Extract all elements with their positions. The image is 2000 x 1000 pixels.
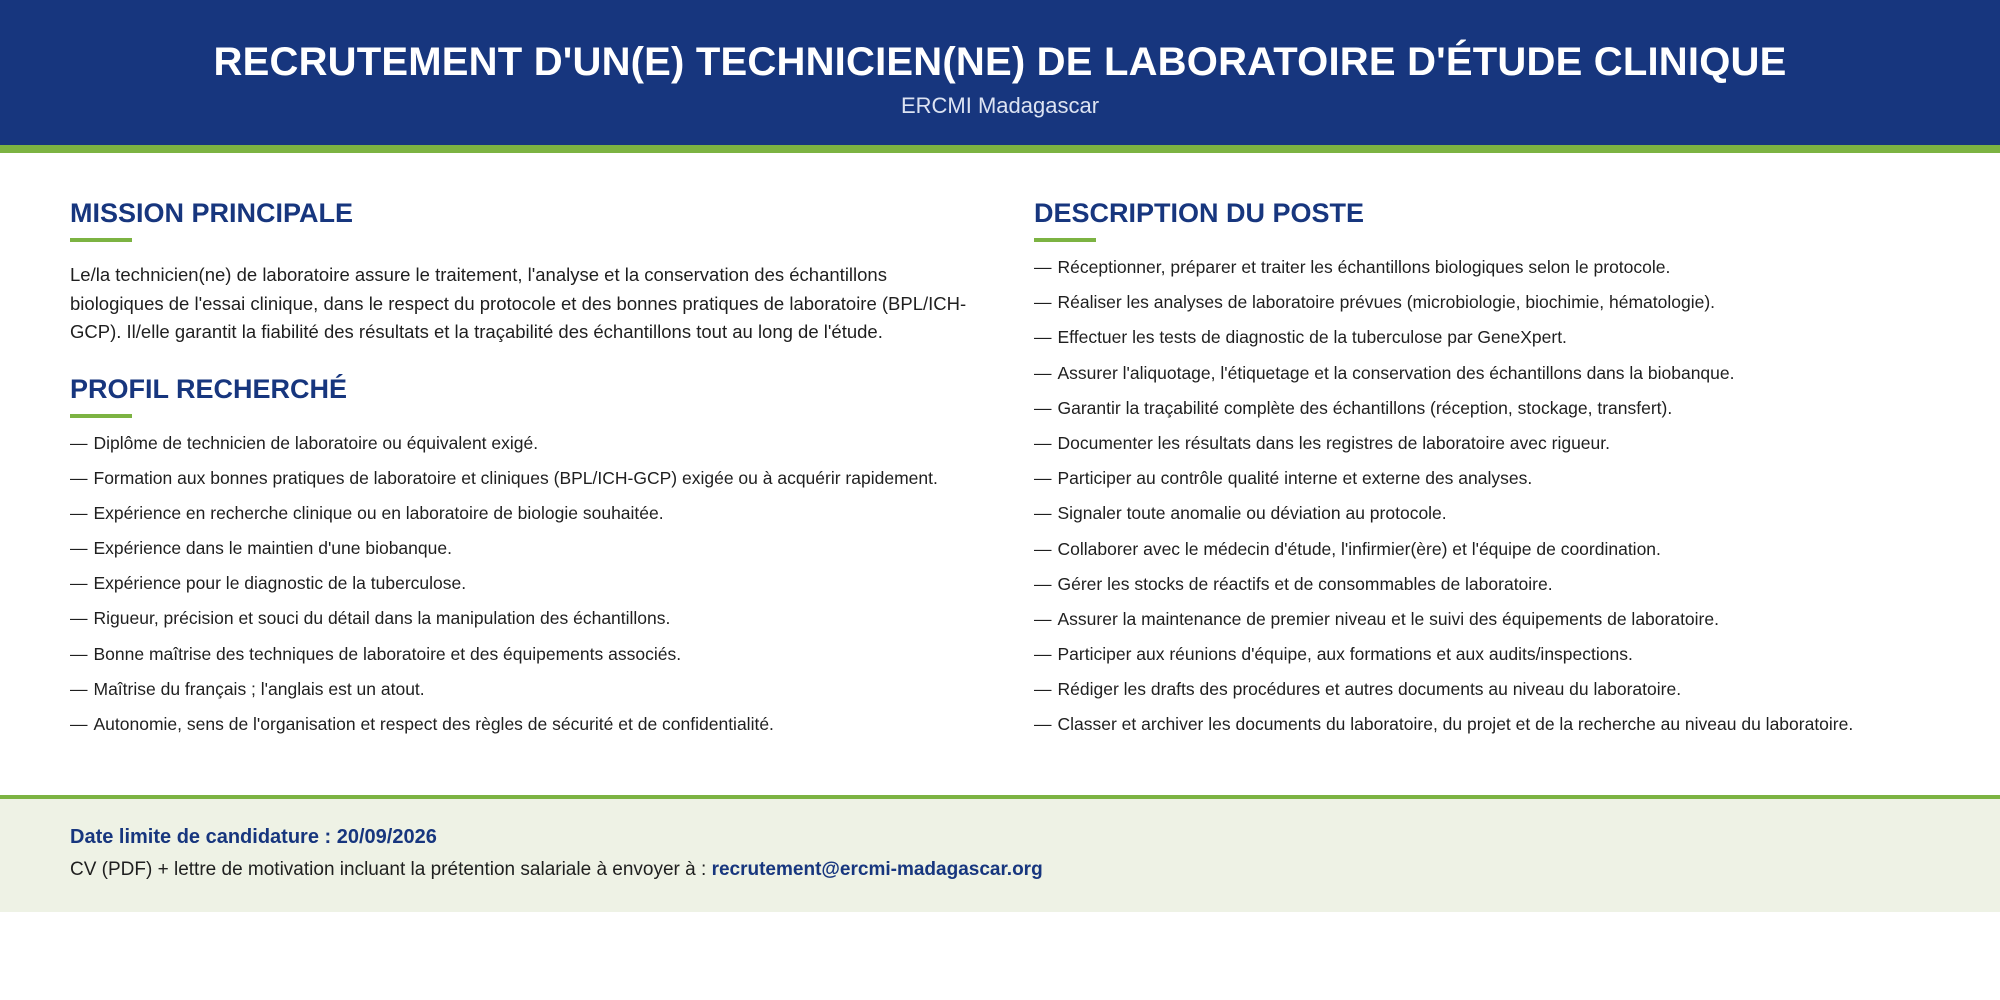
list-item-text: Documenter les résultats dans les registres de laboratoire avec rigueur. [1057,432,1610,453]
description-section [1034,197,1930,735]
dash-bullet: — [70,678,88,699]
list-item [70,433,1034,454]
list-item [1034,257,1930,278]
dash-bullet: — [1034,432,1052,453]
profil-section [70,373,1034,736]
application-footer [0,795,2000,912]
application-text: CV (PDF) + lettre de motivation incluant la prétention salariale à envoyer à : [70,859,712,880]
list-item [1034,503,1930,524]
organization-name: ERCMI Madagascar [900,93,1100,118]
list-item-text: Rigueur, précision et souci du détail dans la manipulation des échantillons. [93,608,671,629]
dash-bullet: — [1034,468,1052,489]
list-item [70,573,1034,594]
list-item-text: Gérer les stocks de réactifs et de consommables de laboratoire. [1057,573,1553,594]
dash-bullet: — [70,538,88,559]
list-item-text: Collaborer avec le médecin d'étude, l'infirmier(ère) et l'équipe de coordination. [1057,538,1661,559]
dash-bullet: — [1034,397,1052,418]
list-item-text: Assurer la maintenance de premier niveau et le suivi des équipements de laboratoire. [1057,608,1719,629]
description-title: DESCRIPTION DU POSTE [1034,198,1365,228]
right-column [1034,197,1930,795]
list-item-text: Expérience en recherche clinique ou en laboratoire de biologie souhaitée. [93,502,664,523]
list-item-text: Expérience dans le maintien d'une biobanque. [93,538,452,559]
list-item-text: Participer aux réunions d'équipe, aux formations et aux audits/inspections. [1057,644,1633,665]
list-item [1034,327,1930,348]
list-item [1034,292,1930,313]
dash-bullet: — [70,432,88,453]
title-underline [1034,238,1096,242]
list-item [1034,679,1930,700]
list-item [1034,363,1930,384]
list-item [70,538,1034,559]
list-item [70,608,1034,629]
list-item [1034,468,1930,489]
dash-bullet: — [1034,257,1052,277]
list-item-text: Expérience pour le diagnostic de la tuberculose. [93,573,467,594]
profil-title: PROFIL RECHERCHÉ [70,373,348,404]
list-item-text: Maîtrise du français ; l'anglais est un atout. [93,678,425,699]
list-item-text: Formation aux bonnes pratiques de laboratoire et cliniques (BPL/ICH-GCP) exigée ou à acquérir rapidement. [93,467,938,488]
dash-bullet: — [70,502,88,523]
dash-bullet: — [70,608,88,629]
list-item-text: Signaler toute anomalie ou déviation au protocole. [1057,503,1447,524]
list-item-text: Garantir la traçabilité complète des échantillons (réception, stockage, transfert). [1057,397,1673,418]
dash-bullet: — [1034,362,1052,383]
list-item-text: Rédiger les drafts des procédures et autres documents au niveau du laboratoire. [1057,679,1682,700]
mission-section [70,197,1034,347]
dash-bullet: — [1034,292,1052,313]
list-item-text: Classer et archiver les documents du laboratoire, du projet et de la recherche au niveau du laboratoire. [1057,714,1854,735]
dash-bullet: — [70,573,88,594]
list-item-text: Effectuer les tests de diagnostic de la tuberculose par GeneXpert. [1057,327,1567,348]
application-deadline: Date limite de candidature : 20/09/2026 [70,826,437,848]
list-item-text: Assurer l'aliquotage, l'étiquetage et la conservation des échantillons dans la biobanque. [1057,362,1735,383]
dash-bullet: — [70,467,88,488]
contact-email-link[interactable]: recrutement@ercmi-madagascar.org [711,859,1043,880]
dash-bullet: — [1034,538,1052,559]
application-instructions [70,858,1930,882]
list-item [70,644,1034,665]
description-list [1034,257,1930,735]
dash-bullet: — [1034,679,1052,700]
list-item-text: Réaliser les analyses de laboratoire prévues (microbiologie, biochimie, hématologie). [1057,292,1716,313]
main-content [0,153,2000,795]
mission-title: MISSION PRINCIPALE [70,198,354,228]
list-item-text: Bonne maîtrise des techniques de laboratoire et des équipements associés. [93,643,682,664]
dash-bullet: — [1034,327,1052,348]
mission-text: Le/la technicien(ne) de laboratoire assure le traitement, l'analyse et la conservation des échantillons biologiques de l'essai clinique, dans le respect du protocole et des bonnes pratiques de laboratoire (BPL/ICH-GCP). Il/elle garantit la fiabilité des résultats et la traçabilité des échantillons tout au long de l'étude. [70,264,967,342]
dash-bullet: — [1034,503,1052,524]
title-underline [70,414,132,418]
list-item [1034,398,1930,419]
list-item [1034,539,1930,560]
profil-list [70,433,1034,736]
list-item [70,468,1034,489]
list-item-text: Réceptionner, préparer et traiter les échantillons biologiques selon le protocole. [1057,257,1671,277]
list-item [1034,714,1930,735]
dash-bullet: — [1034,714,1052,735]
list-item [1034,574,1930,595]
list-item [70,679,1034,700]
title-underline [70,238,132,242]
dash-bullet: — [70,714,88,734]
list-item [1034,433,1930,454]
list-item [70,714,1034,735]
dash-bullet: — [1034,644,1052,665]
dash-bullet: — [1034,573,1052,594]
page-header [0,0,2000,153]
list-item [1034,644,1930,665]
dash-bullet: — [70,643,88,664]
list-item [1034,609,1930,630]
left-column [70,197,1034,795]
list-item [70,503,1034,524]
list-item-text: Diplôme de technicien de laboratoire ou équivalent exigé. [93,432,539,453]
list-item-text: Participer au contrôle qualité interne et externe des analyses. [1057,468,1533,489]
dash-bullet: — [1034,608,1052,629]
page-title: RECRUTEMENT D'UN(E) TECHNICIEN(NE) DE LABORATOIRE D'ÉTUDE CLINIQUE [213,40,1787,84]
list-item-text: Autonomie, sens de l'organisation et respect des règles de sécurité et de confidentialité. [93,714,774,734]
